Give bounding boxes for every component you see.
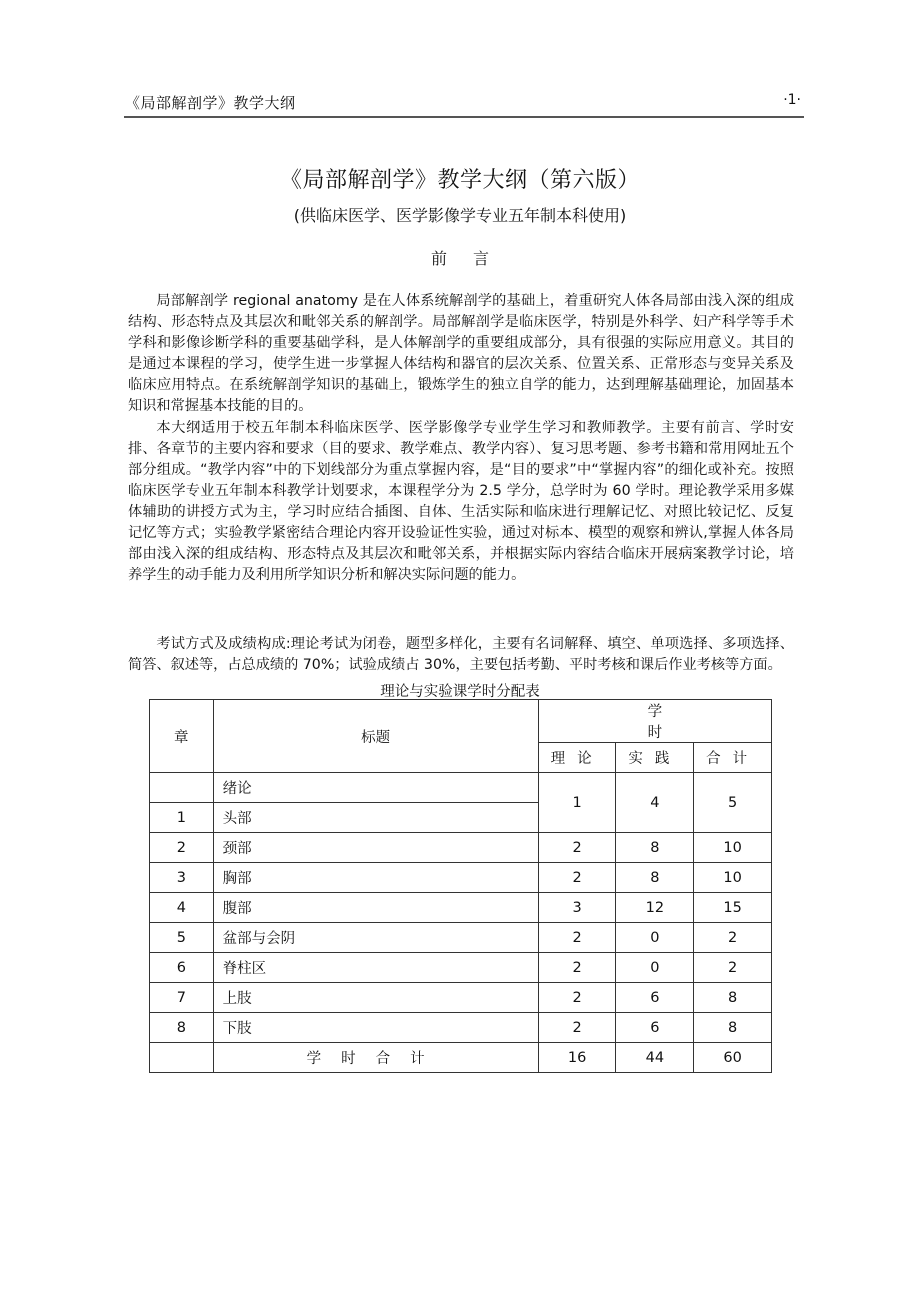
header-title: 《局部解剖学》教学大纲 — [125, 94, 296, 112]
cell-title: 腹部 — [213, 893, 538, 923]
cell-theory: 2 — [538, 1013, 616, 1043]
header-hours-label: 学时 — [647, 704, 733, 741]
cell-theory: 1 — [538, 773, 616, 833]
cell-theory: 2 — [538, 833, 616, 863]
table-row — [150, 773, 772, 803]
header-theory: 理论 — [538, 743, 616, 773]
table-row — [150, 953, 772, 983]
cell-practice: 12 — [616, 893, 694, 923]
cell-chapter: 8 — [150, 1013, 214, 1043]
cell-chapter: 1 — [150, 803, 214, 833]
cell-practice: 8 — [616, 863, 694, 893]
table-row — [150, 893, 772, 923]
hours-allocation-table — [149, 699, 772, 1073]
cell-total: 8 — [694, 1013, 772, 1043]
cell-total: 15 — [694, 893, 772, 923]
document-subtitle: (供临床医学、医学影像学专业五年制本科使用) — [293, 206, 627, 225]
paragraph-exam: 考试方式及成绩构成:理论考试为闭卷，题型多样化，主要有名词解释、填空、单项选择、多项选择、简答、叙述等，占总成绩的 70%；试验成绩占 30%，主要包括考勤、平时考核和课后作业考核等方面。 — [128, 636, 794, 673]
table-totals-row — [150, 1043, 772, 1073]
page-header — [125, 92, 803, 116]
cell-practice: 6 — [616, 983, 694, 1013]
cell-total: 8 — [694, 983, 772, 1013]
cell-practice: 0 — [616, 953, 694, 983]
total-practice: 44 — [616, 1043, 694, 1073]
cell-title: 盆部与会阴 — [213, 923, 538, 953]
header-hours — [538, 700, 771, 743]
header-chapter: 章 — [150, 700, 214, 773]
cell-chapter — [150, 773, 214, 803]
cell-theory: 2 — [538, 953, 616, 983]
cell-chapter: 6 — [150, 953, 214, 983]
section-heading: 前言 — [430, 249, 515, 268]
cell-chapter: 7 — [150, 983, 214, 1013]
header-total: 合计 — [694, 743, 772, 773]
page-number: ·1· — [783, 92, 801, 108]
cell-total: 2 — [694, 923, 772, 953]
cell-title: 头部 — [213, 803, 538, 833]
cell-total: 2 — [694, 953, 772, 983]
cell-practice: 0 — [616, 923, 694, 953]
cell-title: 绪论 — [213, 773, 538, 803]
table-caption: 理论与实验课学时分配表 — [380, 684, 540, 700]
paragraph-intro: 局部解剖学 regional anatomy 是在人体系统解剖学的基础上，着重研究人体各局部由浅入深的组成结构、形态特点及其层次和毗邻关系的解剖学。局部解剖学是临床医学，特别是外科学、妇产科学等手术学科和影像诊断学科的重要基础学科，是人体解剖学的重要组成部分，具有很强的实际应用意义。其目的是通过本课程的学习，使学生进一步掌握人体结构和器官的层次关系、位置关系、正常形态与变异关系及临床应用特点。在系统解剖学知识的基础上，锻炼学生的独立自学的能力，达到理解基础理论，加固基本知识和常握基本技能的目的。 — [128, 293, 794, 414]
paragraph-scope: 本大纲适用于校五年制本科临床医学、医学影像学专业学生学习和教师教学。主要有前言、学时安排、各章节的主要内容和要求（目的要求、教学难点、教学内容）、复习思考题、参考书籍和常用网址五个部分组成。“教学内容”中的下划线部分为重点掌握内容，是“目的要求”中“掌握内容”的细化或补充。按照临床医学专业五年制本科教学计划要求，本课程学分为 2.5 学分，总学时为 60 学时。理论教学采用多媒体辅助的讲授方式为主，学习时应结合插图、自体、生活实际和临床进行理解记忆、对照比较记忆、反复记忆等方式；实验教学紧密结合理论内容开设验证性实验，通过对标本、模型的观察和辨认,掌握人体各局部由浅入深的组成结构、形态特点及其层次和毗邻关系，并根据实际内容结合临床开展病案教学讨论，培养学生的动手能力及利用所学知识分析和解决实际问题的能力。 — [128, 420, 794, 583]
totals-label: 学时合计 — [213, 1043, 538, 1073]
table-header-row — [150, 700, 772, 743]
cell-chapter: 5 — [150, 923, 214, 953]
table-row — [150, 983, 772, 1013]
cell-title: 下肢 — [213, 1013, 538, 1043]
cell-practice: 6 — [616, 1013, 694, 1043]
cell-theory: 2 — [538, 923, 616, 953]
total-total: 60 — [694, 1043, 772, 1073]
cell-total: 10 — [694, 833, 772, 863]
table-row — [150, 863, 772, 893]
cell-title: 胸部 — [213, 863, 538, 893]
cell-practice: 8 — [616, 833, 694, 863]
cell-chapter-empty — [150, 1043, 214, 1073]
cell-chapter: 3 — [150, 863, 214, 893]
table-row — [150, 1013, 772, 1043]
total-theory: 16 — [538, 1043, 616, 1073]
header-title: 标题 — [213, 700, 538, 773]
cell-theory: 2 — [538, 863, 616, 893]
cell-practice: 4 — [616, 773, 694, 833]
cell-total: 10 — [694, 863, 772, 893]
table-row — [150, 923, 772, 953]
cell-theory: 3 — [538, 893, 616, 923]
header-practice: 实践 — [616, 743, 694, 773]
header-rule — [124, 116, 804, 118]
cell-title: 颈部 — [213, 833, 538, 863]
document-title: 《局部解剖学》教学大纲（第六版） — [279, 168, 640, 193]
cell-title: 脊柱区 — [213, 953, 538, 983]
cell-total: 5 — [694, 773, 772, 833]
cell-title: 上肢 — [213, 983, 538, 1013]
table-row — [150, 833, 772, 863]
cell-chapter: 4 — [150, 893, 214, 923]
cell-chapter: 2 — [150, 833, 214, 863]
cell-theory: 2 — [538, 983, 616, 1013]
